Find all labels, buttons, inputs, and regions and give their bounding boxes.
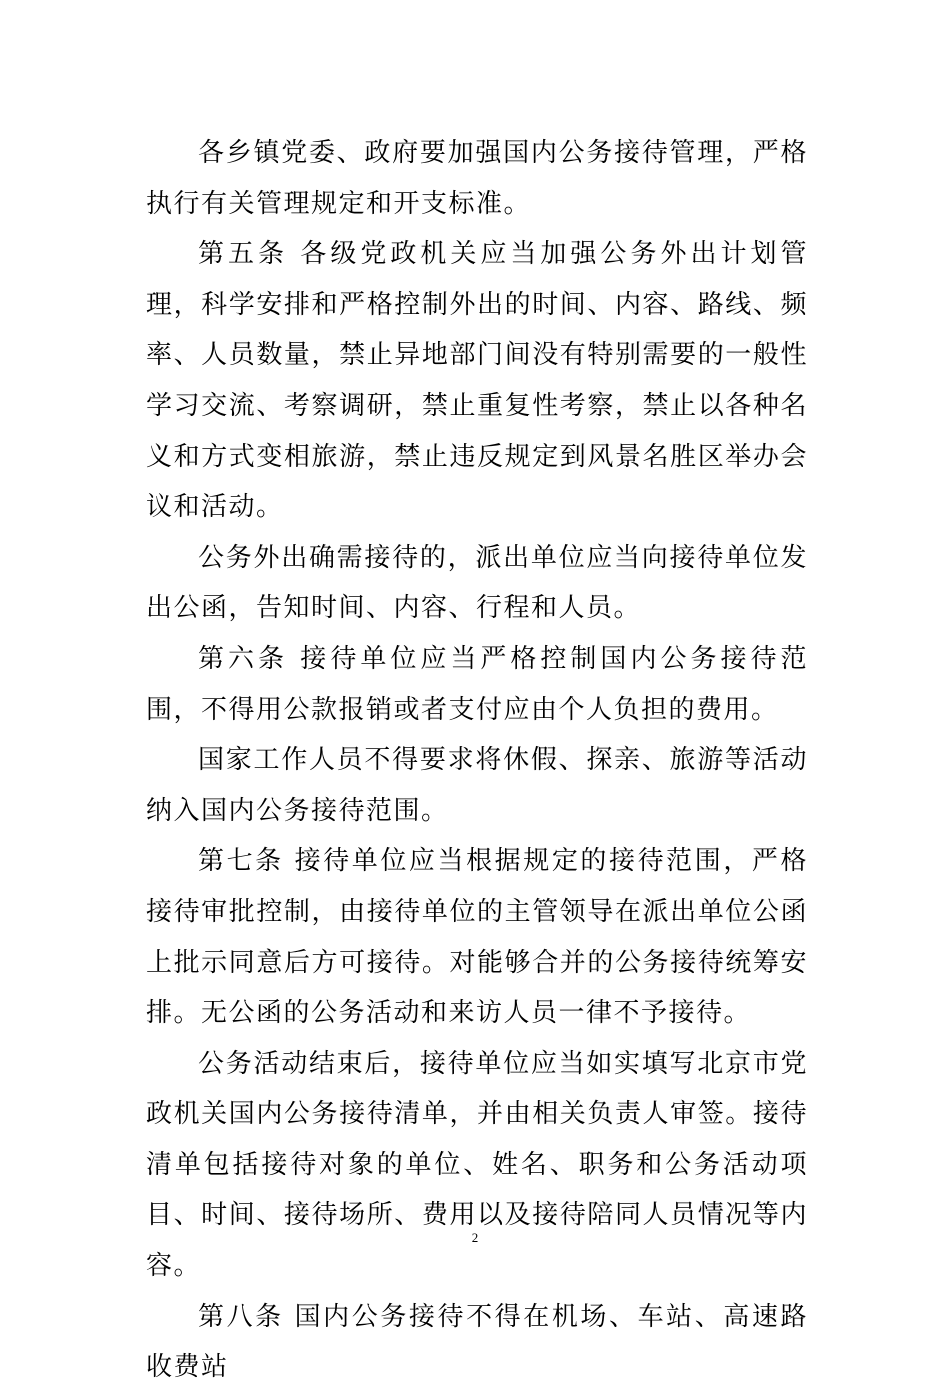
paragraph-article-5: 第五条 各级党政机关应当加强公务外出计划管理，科学安排和严格控制外出的时间、内容、路线、频率、人员数量，禁止异地部门间没有特别需要的一般性学习交流、考察调研，禁止重复性考察，禁止以各种名义和方式变相旅游，禁止违反规定到风景名胜区举办会议和活动。 (146, 239, 808, 523)
paragraph-article-8: 第八条 国内公务接待不得在机场、车站、高速路收费站 (146, 1301, 808, 1383)
page-number: 2 (471, 1230, 479, 1245)
paragraph-article-7: 第七条 接待单位应当根据规定的接待范围，严格接待审批控制，由接待单位的主管领导在派出单位公函上批示同意后方可接待。对能够合并的公务接待统筹安排。无公函的公务活动和来访人员一律不予接待。 (146, 846, 808, 1029)
paragraph: 公务外出确需接待的，派出单位应当向接待单位发出公函，告知时间、内容、行程和人员。 (146, 542, 808, 624)
paragraph: 各乡镇党委、政府要加强国内公务接待管理，严格执行有关管理规定和开支标准。 (146, 138, 808, 219)
paragraph-article-6: 第六条 接待单位应当严格控制国内公务接待范围，不得用公款报销或者支付应由个人负担的费用。 (146, 643, 808, 725)
paragraph: 国家工作人员不得要求将休假、探亲、旅游等活动纳入国内公务接待范围。 (146, 745, 808, 826)
document-body (146, 128, 808, 1393)
paragraph: 公务活动结束后，接待单位应当如实填写北京市党政机关国内公务接待清单，并由相关负责人审签。接待清单包括接待对象的单位、姓名、职务和公务活动项目、时间、接待场所、费用以及接待陪同人员情况等内容。 (146, 1048, 808, 1282)
